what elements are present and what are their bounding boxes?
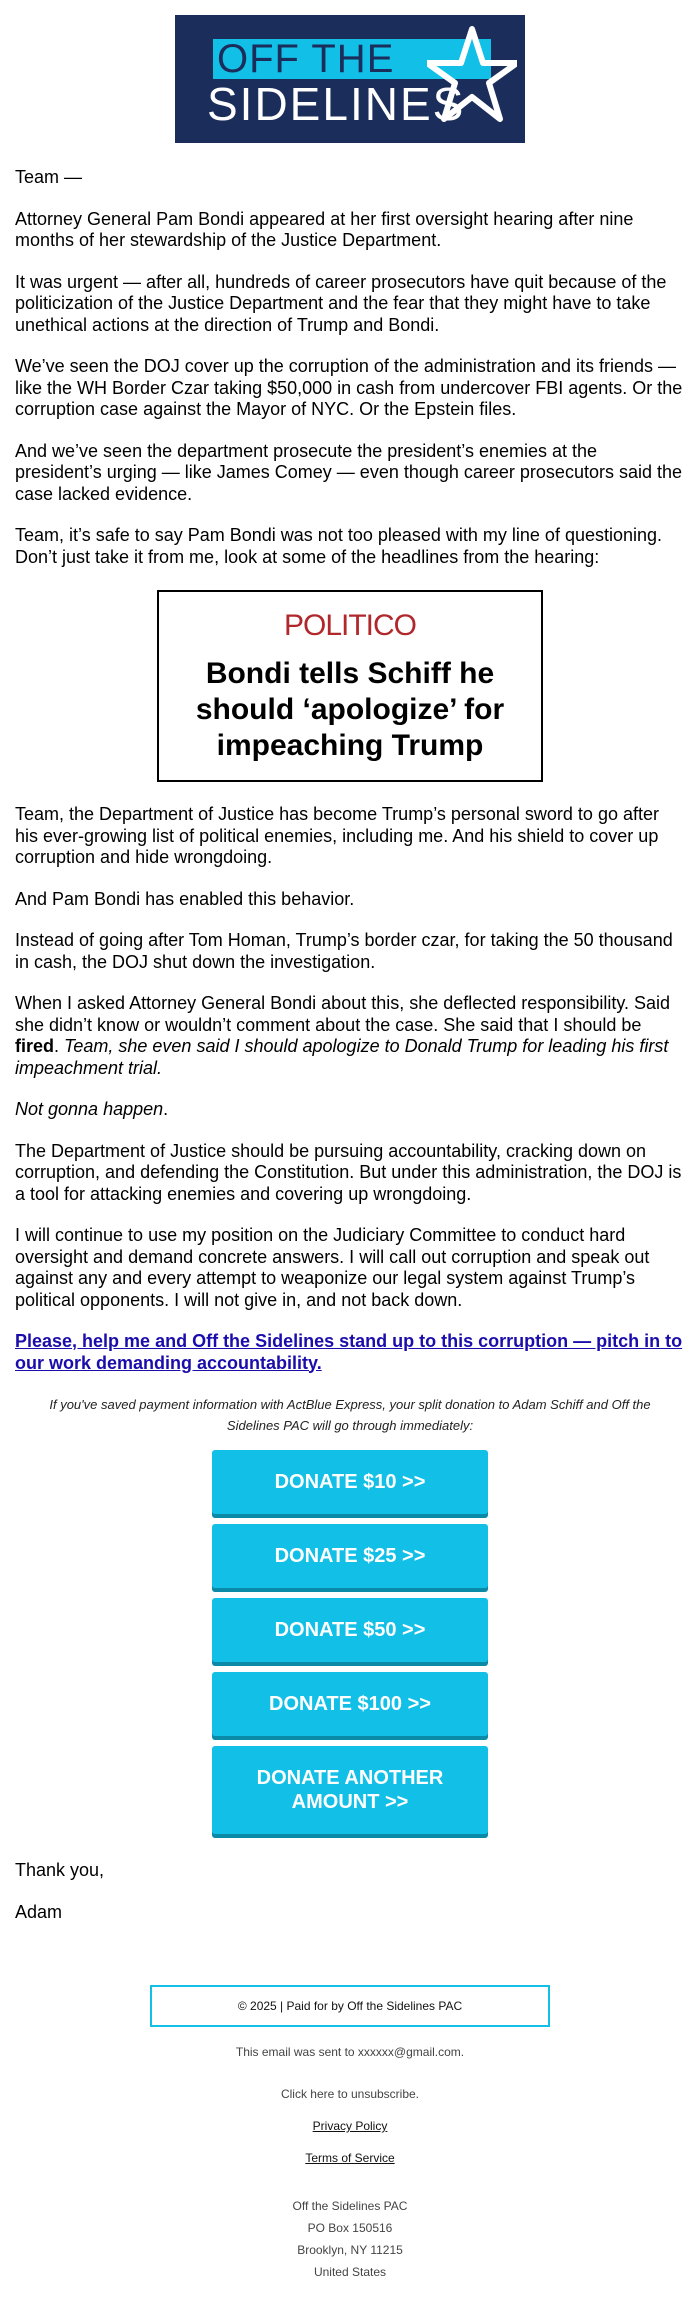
off-the-sidelines-logo [175, 15, 525, 143]
paragraph: I will continue to use my position on the Judiciary Committee to conduct hard oversight and demand concrete answers. I will call out corruption and speak out against any and every attempt to weaponize our legal system against Trump’s political opponents. I will not give in, and not back down. [15, 1225, 650, 1310]
mailing-address [0, 2195, 700, 2283]
paragraph: It was urgent — after all, hundreds of career prosecutors have quit because of the politicization of the Justice Department and the fear that they might have to take unethical actions at the direction of Trump and Bondi. [15, 271, 667, 335]
logo-line-2: SIDELINES [207, 78, 466, 130]
politico-headline-card[interactable] [157, 590, 543, 782]
header [0, 0, 700, 145]
address-line: Brooklyn, NY 11215 [297, 2243, 403, 2257]
paragraph: And we’ve seen the department prosecute the president’s enemies at the president’s urging — like James Comey — even though career prosecutors said the case lacked evidence. [15, 440, 683, 504]
donate-100-button[interactable]: DONATE $100 >> [212, 1672, 488, 1736]
address-line: Off the Sidelines PAC [292, 2199, 408, 2213]
paragraph-text: When I asked Attorney General Bondi about this, she deflected responsibility. Said she didn’t know or wouldn’t comment about the case. She said that I should be [15, 993, 671, 1035]
donate-10-button[interactable]: DONATE $10 >> [212, 1450, 488, 1514]
donate-cta-link[interactable]: Please, help me and Off the Sidelines stand up to this corruption — pitch in to our work demanding accountability. [15, 1331, 683, 1373]
headline-text: Bondi tells Schiff he should ‘apologize’ for impeaching Trump [195, 657, 505, 762]
donate-25-button[interactable]: DONATE $25 >> [212, 1524, 488, 1588]
paragraph: And Pam Bondi has enabled this behavior. [15, 888, 355, 909]
paid-for-disclaimer: © 2025 | Paid for by Off the Sidelines PAC [150, 1985, 550, 2027]
signoff [15, 1860, 685, 1923]
paragraph: Team, it’s safe to say Pam Bondi was not too pleased with my line of questioning. Don’t just take it from me, look at some of the headlines from the hearing: [15, 525, 663, 567]
email-body [0, 167, 700, 1923]
logo-line-1: OFF THE [217, 37, 395, 81]
star-icon [427, 25, 517, 125]
paragraph-text: . [163, 1099, 169, 1119]
paragraph: Attorney General Pam Bondi appeared at her first oversight hearing after nine months of her stewardship of the Justice Department. [15, 208, 634, 250]
italic-text: Not gonna happen [15, 1099, 164, 1119]
actblue-note: If you've saved payment information with ActBlue Express, your split donation to Adam Schiff and Off the Sidelines PAC will go through immediately: [49, 1397, 651, 1433]
donate-other-amount-button[interactable]: DONATE ANOTHER AMOUNT >> [212, 1746, 488, 1834]
sent-to-text: This email was sent to xxxxxx@gmail.com. [235, 2045, 465, 2059]
signature-name: Adam [15, 1901, 63, 1922]
paragraph: Instead of going after Tom Homan, Trump’s border czar, for taking the 50 thousand in cash, the DOJ shut down the investigation. [15, 930, 673, 972]
paragraph: Team, the Department of Justice has become Trump’s personal sword to go after his ever-growing list of political enemies, including me. And his shield to cover up corruption and hide wrongdoing. [15, 804, 659, 867]
paragraph [15, 993, 685, 1079]
headline-image-wrap [15, 590, 685, 782]
paragraph [15, 1099, 685, 1121]
paragraph: We’ve seen the DOJ cover up the corruption of the administration and its friends — like the WH Border Czar taking $50,000 in cash from undercover FBI agents. Or the corruption case against the Mayor of NYC. Or the Epstein files. [15, 356, 683, 419]
italic-text: Team, she even said I should apologize to Donald Trump for leading his first impeachment trial. [15, 1036, 669, 1078]
greeting: Team — [15, 167, 83, 187]
terms-of-service-link[interactable]: Terms of Service [305, 2151, 395, 2165]
unsubscribe-link[interactable]: Click here to unsubscribe. [280, 2087, 420, 2101]
privacy-policy-link[interactable]: Privacy Policy [312, 2119, 388, 2133]
paragraph-text: . [54, 1036, 65, 1056]
politico-logo: POLITICO [283, 609, 417, 642]
thanks-text: Thank you, [15, 1860, 105, 1880]
address-line: PO Box 150516 [307, 2221, 393, 2235]
address-line: United States [313, 2265, 387, 2279]
bold-word: fired [15, 1036, 55, 1056]
donate-50-button[interactable]: DONATE $50 >> [212, 1598, 488, 1662]
paragraph: The Department of Justice should be pursuing accountability, cracking down on corruption, and defending the Constitution. But under this administration, the DOJ is a tool for attacking enemies and covering up wrongdoing. [15, 1140, 682, 1204]
